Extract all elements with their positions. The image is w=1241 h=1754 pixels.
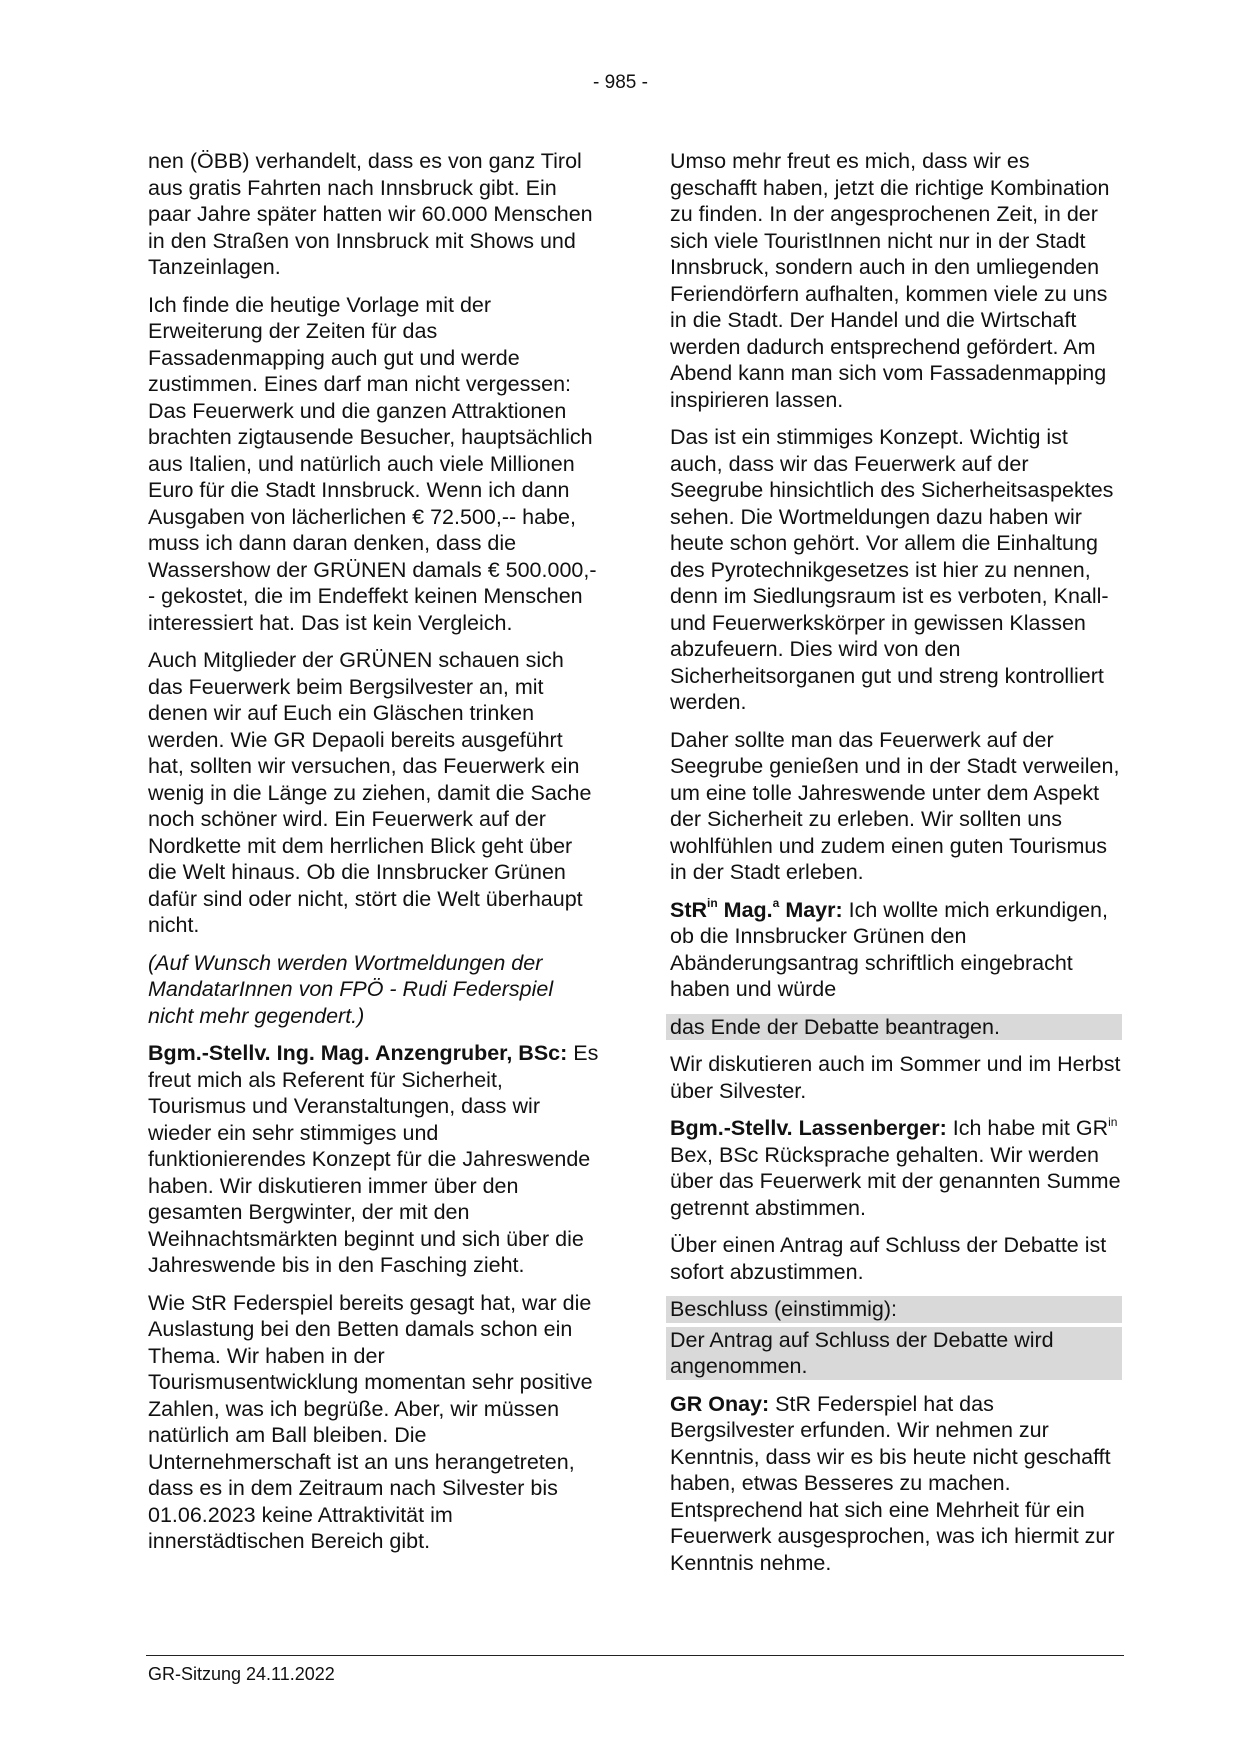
paragraph: Wie StR Federspiel bereits gesagt hat, war die Auslastung bei den Betten damals schon ein Thema. Wir haben in der Tourismusentwicklung momentan sehr positive Zahlen, was ich begrüße. Aber, wir müssen natürlich am Ball bleiben. Die Unternehmerschaft ist an uns herangetreten, dass es in dem Zeitraum nach Silvester bis 01.06.2023 keine Attraktivität im innerstädtischen Bereich gibt. [148,1290,593,1553]
page-number: - 985 - [593,72,648,93]
footer-divider [146,1655,1124,1656]
speech-text: Es freut mich als Referent für Sicherheit, Tourismus und Veranstaltungen, dass wir wieder ein sehr stimmiges und funktionierendes Konzept für die Jahreswende haben. Wir diskutieren immer über den gesamten Bergwinter, der mit den Weihnachtsmärkten beginnt und sich über die Jahreswende bis in den Fasching zieht. [148,1041,599,1277]
paragraph: Ich finde die heutige Vorlage mit der Erweiterung der Zeiten für das Fassadenmapping auch gut und werde zustimmen. Eines darf man nicht vergessen: Das Feuerwerk und die ganzen Attraktionen brachten zigtausende Besucher, hauptsächlich aus Italien, und natürlich auch viele Millionen Euro für die Stadt Innsbruck. Wenn ich dann Ausgaben von lächerlichen € 72.500,-- habe, muss ich dann daran denken, dass die Wassershow der GRÜNEN damals € 500.000,-- gekostet, die im Endeffekt keinen Menschen interessiert hat. Das ist kein Vergleich. [148,292,597,635]
footer-session-date: GR-Sitzung 24.11.2022 [148,1664,335,1684]
speech-paragraph [148,1040,600,1279]
speech-text: Ich wollte mich erkundigen, ob die Innsbrucker Grünen den Abänderungsantrag schriftlich eingebracht haben und würde [670,897,1108,1001]
speaker-name: Bgm.-Stellv. Lassenberger: [670,1116,947,1140]
speaker-name: GR Onay: [670,1391,770,1416]
paragraph: Umso mehr freut es mich, dass wir es geschafft haben, jetzt die richtige Kombination zu finden. In der angesprochenen Zeit, in der sich viele TouristInnen nicht nur in der Stadt Innsbruck, sondern auch in den umliegenden Feriendörfern aufhalten, kommen viele zu uns in die Stadt. Der Handel und die Wirtschaft werden dadurch entsprechend gefördert. Am Abend kann man sich vom Fassadenmapping inspirieren lassen. [670,149,1110,412]
editorial-note: (Auf Wunsch werden Wortmeldungen der MandatarInnen von FPÖ - Rudi Federspiel nicht mehr gegendert.) [148,950,554,1028]
paragraph: nen (ÖBB) verhandelt, dass es von ganz Tirol aus gratis Fahrten nach Innsbruck gibt. Ein paar Jahre später hatten wir 60.000 Menschen in den Straßen von Innsbruck mit Shows und Tanzeinlagen. [148,149,593,279]
motion-highlight: das Ende der Debatte beantragen. [666,1014,1122,1041]
speech-paragraph: Bgm.-Stellv. Lassenberger: Ich habe mit $GR^{in}$ Bex, BSc Rücksprache gehalten. Wir werden über das Feuerwerk mit der genannten Summe getrennt abstimmen. [670,1114,1121,1220]
paragraph: Daher sollte man das Feuerwerk auf der Seegrube genießen und in der Stadt verweilen, um eine tolle Jahreswende unter dem Aspekt der Sicherheit zu erleben. Wir sollten uns wohlfühlen und zudem einen guten Tourismus in der Stadt erleben. [670,727,1120,884]
paragraph: Über einen Antrag auf Schluss der Debatte ist sofort abzustimmen. [670,1233,1107,1284]
speech-paragraph [670,1391,1122,1577]
resolution-label: Beschluss (einstimmig): [666,1296,1122,1323]
resolution-text: Der Antrag auf Schluss der Debatte wird angenommen. [666,1327,1122,1380]
paragraph: Auch Mitglieder der GRÜNEN schauen sich das Feuerwerk beim Bergsilvester an, mit denen wir auf Euch ein Gläschen trinken werden. Wie GR Depaoli bereits ausgeführt hat, sollten wir versuchen, das Feuerwerk ein wenig in die Länge zu ziehen, damit die Sache noch schöner wird. Ein Feuerwerk auf der Nordkette mit dem herrlichen Blick geht über die Welt hinaus. Ob die Innsbrucker Grünen dafür sind oder nicht, stört die Welt überhaupt nicht. [148,648,592,937]
paragraph: Das ist ein stimmiges Konzept. Wichtig ist auch, dass wir das Feuerwerk auf der Seegrube hinsichtlich des Sicherheitsaspektes sehen. Die Wortmeldungen dazu haben wir heute schon gehört. Vor allem die Einhaltung des Pyrotechnikgesetzes ist hier zu nennen, denn im Siedlungsraum ist es verboten, Knall- und Feuerwerkskörper in gewissen Klassen abzufeuern. Dies wird von den Sicherheitsorganen gut und streng kontrolliert werden. [670,425,1114,714]
speaker-name: StR$^{in}$ Mag.$^a$ Mayr: [670,896,843,922]
paragraph: Wir diskutieren auch im Sommer und im Herbst über Silvester. [670,1052,1121,1103]
speaker-name: Bgm.-Stellv. Ing. Mag. Anzengruber, BSc: [148,1041,568,1065]
speech-paragraph [670,897,1122,1003]
speech-text: StR Federspiel hat das Bergsilvester erfunden. Wir nehmen zur Kenntnis, dass wir es bis heute nicht geschafft haben, etwas Besseres zu machen. Entsprechend hat sich eine Mehrheit für ein Feuerwerk ausgesprochen, was ich hiermit zur Kenntnis nehme. [670,1391,1115,1575]
right-column [670,148,1122,1587]
left-column [148,148,600,1566]
